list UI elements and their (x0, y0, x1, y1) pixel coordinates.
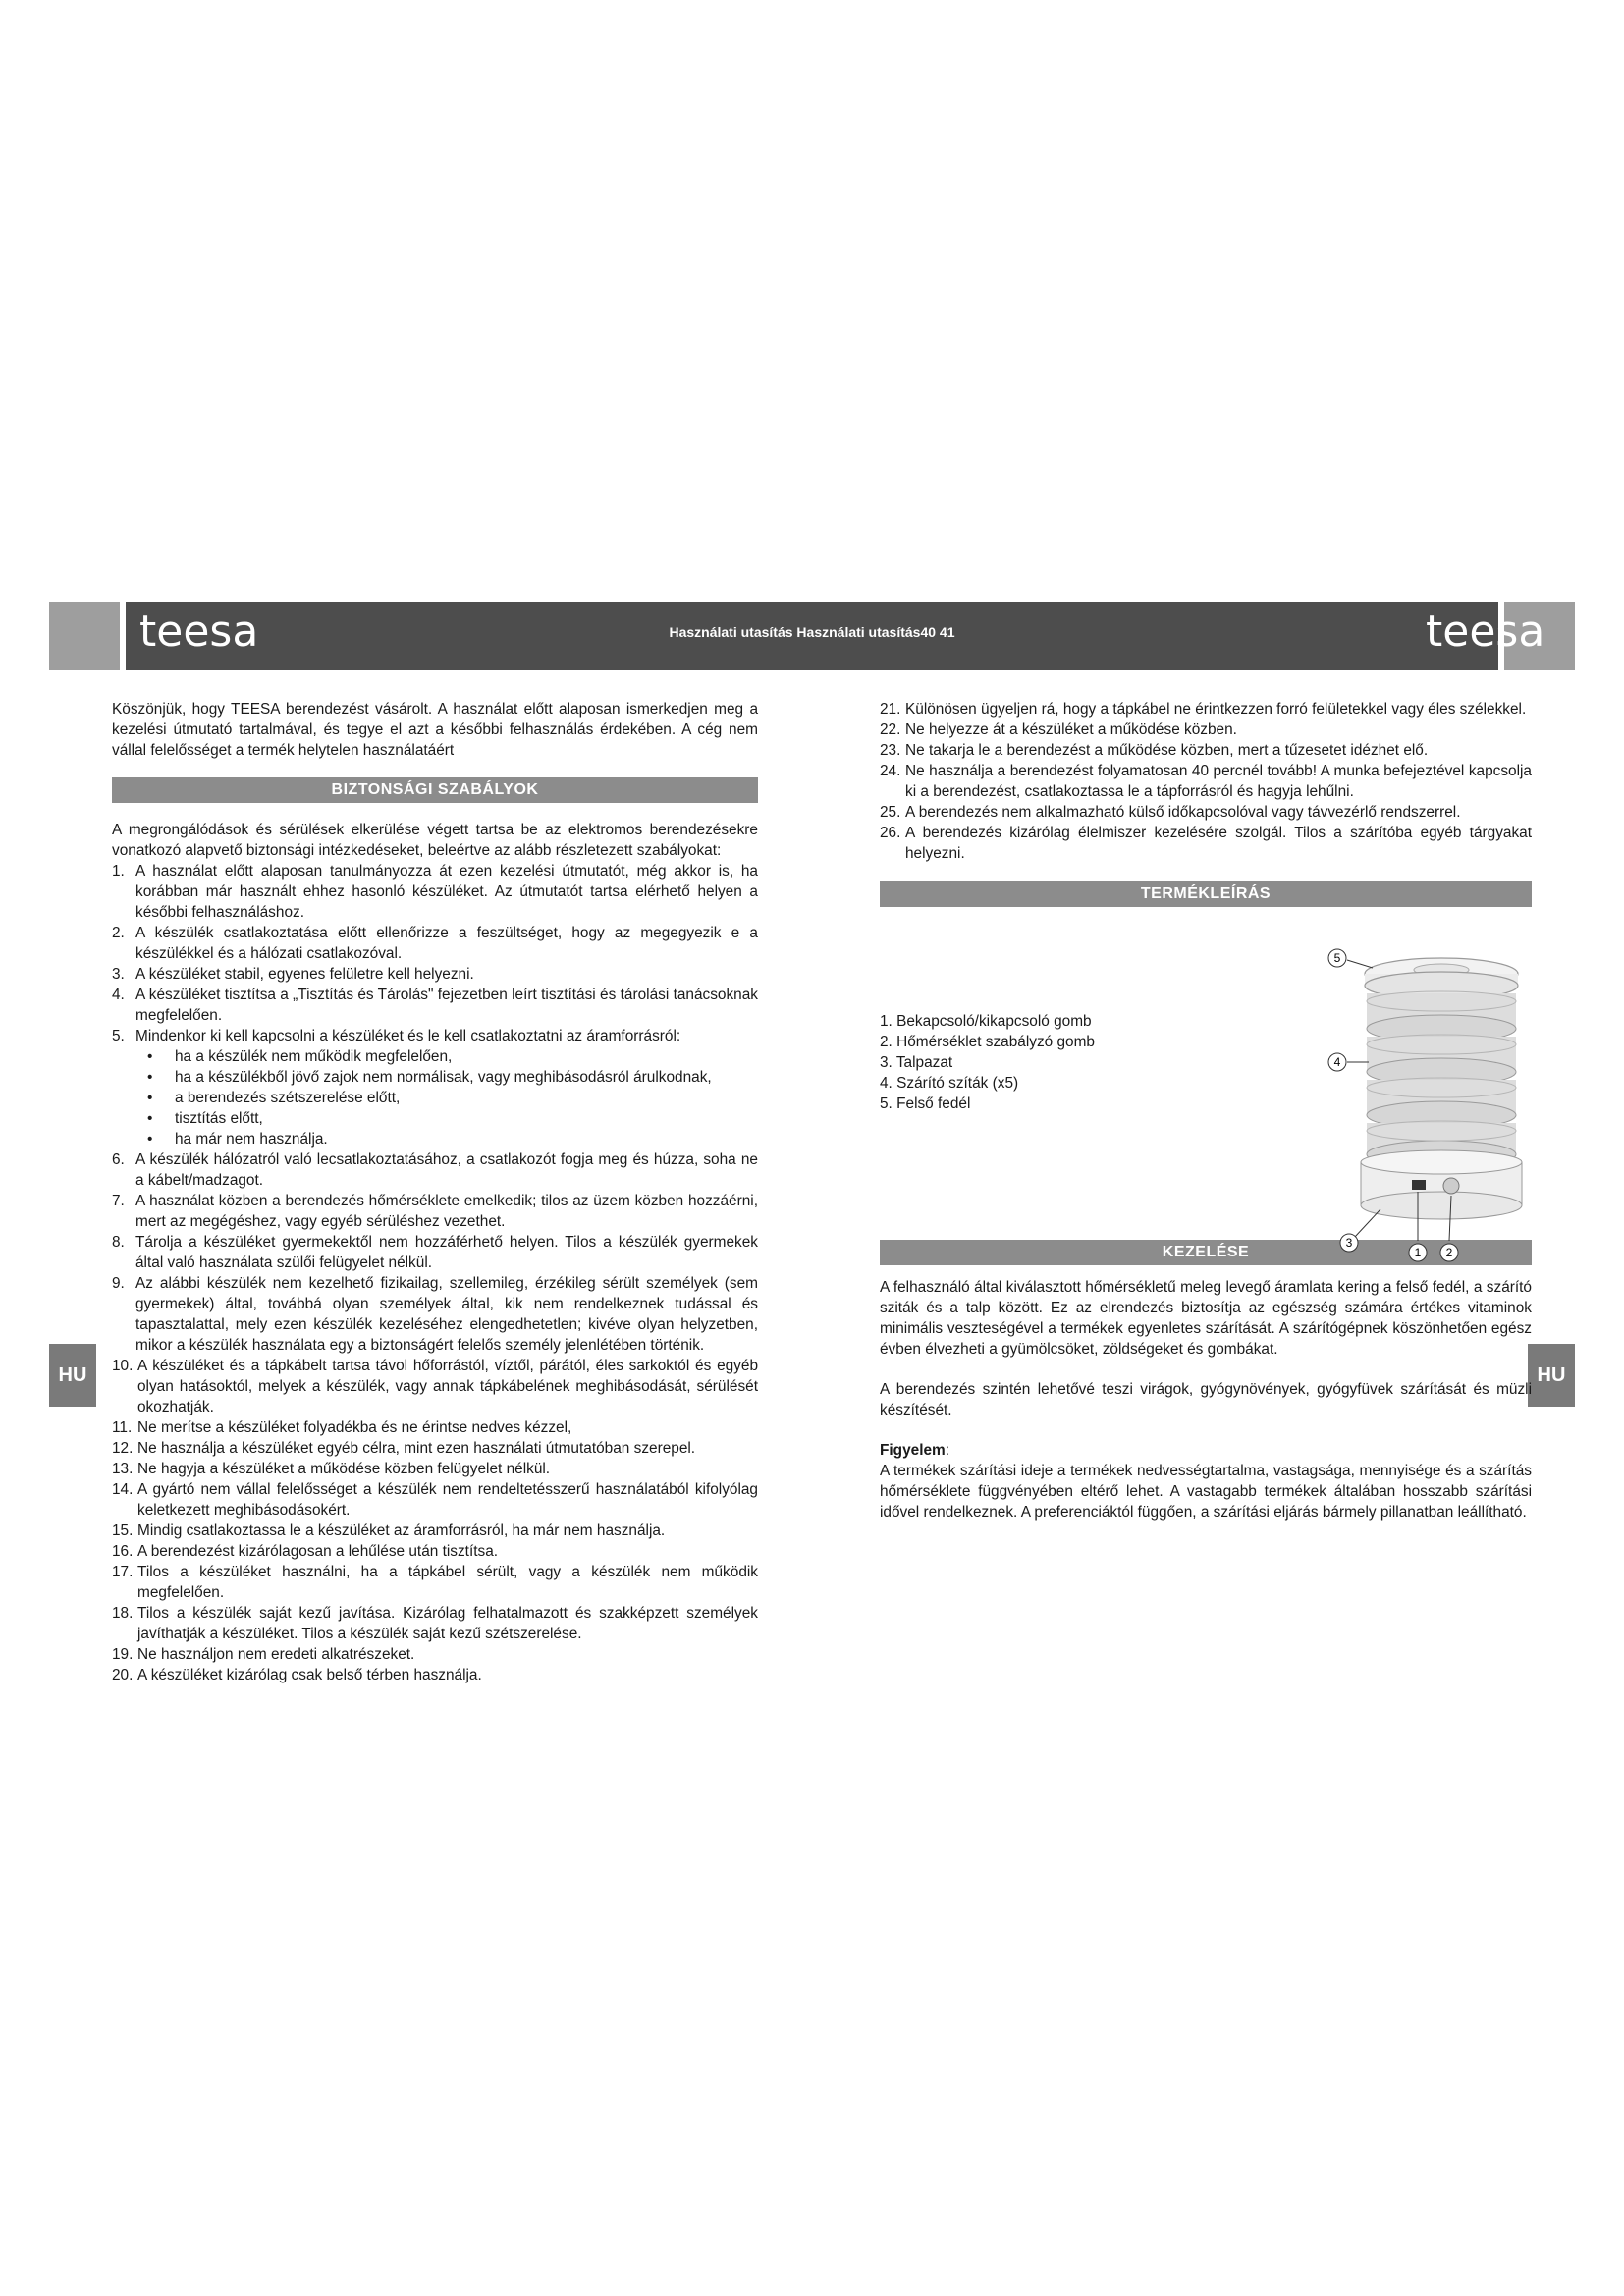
safety-rule (112, 1479, 758, 1521)
teesa-logo-right: teesa (1426, 607, 1545, 657)
safety-rules-list-end (880, 699, 1532, 864)
page-title: Használati utasítás Használati utasítás40 41 (669, 624, 955, 640)
usage-section-title: KEZELÉSE (880, 1240, 1532, 1265)
attention-heading (880, 1440, 1532, 1461)
rule-text: Tilos a készülék saját kezű javítása. Kizárólag felhatalmazott és szakképzett személyek javíthatják a készüléket. Tilos a készülék saját kezű szétszerelése. (137, 1605, 758, 1642)
rule-text: A berendezés nem alkalmazható külső időkapcsolóval vagy távvezérlő rendszerrel. (905, 804, 1461, 821)
safety-rule (112, 1521, 758, 1541)
rule-number: 8. (112, 1234, 125, 1251)
dehydrator-illustration (1316, 944, 1542, 1270)
rule-number: 10. (112, 1358, 134, 1374)
rule-text: Ne használja a berendezést folyamatosan 40 percnél tovább! A munka befejeztével kapcsolja ki a berendezést, csatlakoztassa le a tápforrásról és hagyja lehűlni. (905, 763, 1532, 800)
safety-intro: A megrongálódások és sérülések elkerülése végett tartsa be az elektromos berendezésekre vonatkozó alapvető biztonsági intézkedéseket, beleértve az alább részletezett szabályokat: (112, 822, 758, 859)
safety-rule (112, 1438, 758, 1459)
rule-number: 18. (112, 1605, 134, 1622)
rule-text: Tilos a készüléket használni, ha a tápkábel sérült, vagy a készülék nem működik megfelelően. (137, 1564, 758, 1601)
rule-text: Ne használjon nem eredeti alkatrészeket. (137, 1646, 415, 1663)
rule-number: 13. (112, 1461, 134, 1477)
product-part-item: 3. Talpazat (880, 1054, 953, 1071)
product-part-item: 2. Hőmérséklet szabályzó gomb (880, 1034, 1095, 1050)
attention-label: Figyelem (880, 1442, 946, 1459)
safety-rule (880, 740, 1532, 761)
intro-paragraph: Köszönjük, hogy TEESA berendezést vásárolt. A használat előtt alaposan ismerkedjen meg a kezelési útmutató tartalmával, és tegye el azt a későbbi felhasználás érdekében. A cég nem vállal felelősséget a termék helytelen használatáért (112, 701, 758, 759)
rule-number: 11. (112, 1419, 133, 1436)
safety-rule (112, 1356, 758, 1417)
rule-text: Mindenkor ki kell kapcsolni a készüléket és le kell csatlakoztatni az áramforrásról: (135, 1028, 681, 1044)
rule-text: A használat előtt alaposan tanulmányozza át ezen kezelési útmutatót, még akkor is, ha korábban már használt ehhez hasonló készüléket. Az útmutatót tartsa elérhető helyen a későbbi felhasználáshoz. (135, 863, 758, 921)
rule-number: 3. (112, 966, 125, 983)
product-part-item: 5. Felső fedél (880, 1095, 971, 1112)
rule-number: 6. (112, 1151, 125, 1168)
rule-number: 22. (880, 721, 901, 738)
unplug-condition: • a berendezés szétszerelése előtt, (147, 1088, 758, 1108)
rule-text: A készüléket stabil, egyenes felületre kell helyezni. (135, 966, 474, 983)
product-part-item: 4. Szárító szíták (x5) (880, 1075, 1019, 1092)
safety-rule (112, 985, 758, 1026)
rule-number: 26. (880, 825, 901, 841)
language-tab-left: HU (49, 1344, 96, 1407)
rule-number: 23. (880, 742, 901, 759)
rule-number: 4. (112, 987, 125, 1003)
safety-rule (112, 1603, 758, 1644)
usage-paragraph-2: A berendezés szintén lehetővé teszi virágok, gyógynövények, gyógyfüvek szárítását és müzli készítését. (880, 1381, 1532, 1418)
safety-rule (112, 1665, 758, 1685)
safety-rule (112, 923, 758, 964)
rule-number: 16. (112, 1543, 134, 1560)
rule-text: Az alábbi készülék nem kezelhető fizikailag, szellemileg, érzékileg sérült személyek (sem gyermekek) által, továbbá olyan személyek által, kik nem rendelkeznek tudással és tapasztalattal, mely ezen készülék kezeléséhez elengedhetetlen; kivéve olyan helyzetben, mikor a készülék használata egy a biztonságért felelős személy jelenlétében történik. (135, 1275, 758, 1354)
safety-rule (112, 1232, 758, 1273)
callout-1-label: 1 (1414, 1246, 1422, 1259)
rule-text: Ne takarja le a berendezést a működése közben, mert a tűzesetet idézhet elő. (905, 742, 1429, 759)
left-column (112, 699, 758, 1685)
callout-3-label: 3 (1345, 1236, 1353, 1250)
header-left-divider (120, 602, 126, 670)
rule-text: A berendezést kizárólagosan a lehűlése után tisztítsa. (137, 1543, 499, 1560)
usage-paragraph-1: A felhasználó által kiválasztott hőmérsékletű meleg levegő áramlata kering a felső fedél, a szárító sziták és a talp között. Ez az elrendezés biztosítja az egészség számára értékes vitaminok minimális veszteségével a termékek egyenletes szárítását. A szárítógépnek köszönhetően egész évben élvezheti a gyümölcsöket, zöldségeket és gombákat. (880, 1279, 1532, 1358)
safety-rule (112, 1417, 758, 1438)
product-description-title: TERMÉKLEÍRÁS (880, 881, 1532, 907)
rule-number: 12. (112, 1440, 134, 1457)
power-switch (1412, 1180, 1426, 1190)
safety-rule (880, 802, 1532, 823)
drying-trays (1367, 991, 1516, 1168)
rule-number: 14. (112, 1481, 134, 1498)
rule-text: A gyártó nem vállal felelősséget a készülék nem rendeltetésszerű használatából kifolyólag keletkezett meghibásodásokért. (137, 1481, 758, 1519)
safety-rule (112, 1026, 758, 1046)
rule-text: A készüléket kizárólag csak belső térben használja. (137, 1667, 482, 1683)
rule-number: 21. (880, 701, 901, 718)
rule-number: 24. (880, 763, 901, 779)
rule-number: 5. (112, 1028, 125, 1044)
rule-number: 7. (112, 1193, 125, 1209)
rule-text: Különösen ügyeljen rá, hogy a tápkábel ne érintkezzen forró felületekkel vagy éles szélekkel. (905, 701, 1527, 718)
callout-5-label: 5 (1333, 951, 1341, 965)
safety-section-title: BIZTONSÁGI SZABÁLYOK (112, 777, 758, 803)
rule-number: 1. (112, 863, 125, 880)
safety-rule (880, 720, 1532, 740)
rule-text: Mindig csatlakoztassa le a készüléket az áramforrásról, ha már nem használja. (137, 1522, 666, 1539)
rule-text: Ne hagyja a készüléket a működése közben felügyelet nélkül. (137, 1461, 551, 1477)
unplug-condition: • ha a készülékből jövő zajok nem normálisak, vagy meghibásodásról árulkodnak, (147, 1067, 758, 1088)
safety-rule (112, 1562, 758, 1603)
rule-number: 20. (112, 1667, 134, 1683)
attention-colon: : (945, 1442, 949, 1459)
product-part-item: 1. Bekapcsoló/kikapcsoló gomb (880, 1013, 1092, 1030)
safety-rule (112, 1541, 758, 1562)
teesa-logo-left: teesa (139, 607, 259, 657)
rule-number: 17. (112, 1564, 134, 1580)
safety-rule (112, 1273, 758, 1356)
unplug-condition: • ha már nem használja. (147, 1129, 758, 1149)
rule-number: 2. (112, 925, 125, 941)
safety-rule (880, 761, 1532, 802)
rule-text: A készülék csatlakoztatása előtt ellenőrizze a feszültséget, hogy az megegyezik e a készülékkel és a hálózati csatlakozóval. (135, 925, 758, 962)
callout-2-label: 2 (1445, 1246, 1453, 1259)
safety-rule (112, 1459, 758, 1479)
safety-rule (112, 861, 758, 923)
unplug-condition: • ha a készülék nem működik megfelelően, (147, 1046, 758, 1067)
rule-text: Ne merítse a készüléket folyadékba és ne érintse nedves kézzel, (137, 1419, 572, 1436)
rule-number: 25. (880, 804, 901, 821)
safety-rule (880, 699, 1532, 720)
temperature-knob (1443, 1178, 1459, 1194)
safety-rules-list (112, 861, 758, 1046)
unplug-conditions-list (112, 1046, 758, 1149)
safety-rule (112, 1191, 758, 1232)
rule-text: Ne helyezze át a készüléket a működése közben. (905, 721, 1237, 738)
rule-text: Ne használja a készüléket egyéb célra, mint ezen használati útmutatóban szerepel. (137, 1440, 696, 1457)
rule-text: A készüléket tisztítsa a „Tisztítás és Tárolás" fejezetben leírt tisztítási és tárolási tanácsoknak megfelelően. (135, 987, 758, 1024)
attention-paragraph: A termékek szárítási ideje a termékek nedvességtartalma, vastagsága, mennyisége és a szárítás hőmérséklete függvényében eltérő lehet. A vastagabb termékek általában hosszabb szárítási idővel rendelkeznek. A preferenciáktól függően, a szárítási eljárás bármely pillanatban leállítható. (880, 1463, 1532, 1521)
safety-rule (112, 1644, 758, 1665)
callout-4-label: 4 (1333, 1055, 1341, 1069)
safety-rule (880, 823, 1532, 864)
unplug-condition: • tisztítás előtt, (147, 1108, 758, 1129)
rule-number: 9. (112, 1275, 125, 1292)
safety-rule (112, 1149, 758, 1191)
rule-text: A készülék hálózatról való lecsatlakoztatásához, a csatlakozót fogja meg és húzza, soha ne a kábelt/madzagot. (135, 1151, 758, 1189)
rule-text: A berendezés kizárólag élelmiszer kezelésére szolgál. Tilos a szárítóba egyéb tárgyakat helyezni. (905, 825, 1532, 862)
safety-rules-list-continued (112, 1149, 758, 1685)
language-tab-right: HU (1528, 1344, 1575, 1407)
rule-text: Tárolja a készüléket gyermekektől nem hozzáférhető helyen. Tilos a készülék gyermekek által való használata szülői felügyelet nélkül. (135, 1234, 758, 1271)
safety-rule (112, 964, 758, 985)
rule-number: 15. (112, 1522, 134, 1539)
rule-text: A használat közben a berendezés hőmérséklete emelkedik; tilos az üzem közben hozzáérni, mert az megégéshez, vagy egyéb sérüléshez vezethet. (135, 1193, 758, 1230)
rule-number: 19. (112, 1646, 134, 1663)
header-left-grey-block (49, 602, 120, 670)
rule-text: A készüléket és a tápkábelt tartsa távol hőforrástól, víztől, párától, éles sarkoktól és egyéb olyan hatásoktól, melyek a készülék, vagy annak tápkábelének meghibásodását, sérülését okozhatják. (137, 1358, 758, 1415)
